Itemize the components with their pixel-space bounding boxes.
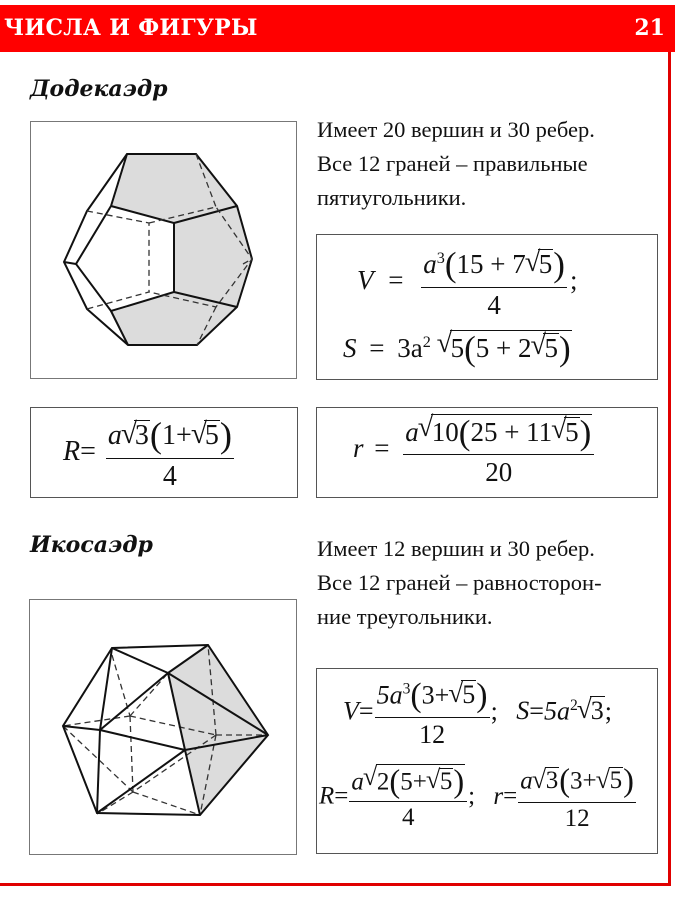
formula-punct: ;	[490, 696, 498, 726]
formula-equals: =	[374, 433, 390, 464]
formula-equals: =	[369, 333, 385, 364]
dodecahedron-surface-formula	[343, 330, 572, 368]
radicand: 5	[462, 680, 476, 710]
dodecahedron-title: Додекаэдр	[30, 76, 168, 102]
formula-term: 1+	[162, 420, 192, 452]
bottom-border-rule	[0, 883, 671, 886]
icosahedron-formulas-box	[316, 668, 658, 854]
formula-term: 3+	[570, 767, 597, 795]
description-line: ние треугольники.	[317, 604, 493, 629]
formula-term: a	[351, 768, 364, 796]
description-line: Все 12 граней – правильные	[317, 151, 588, 176]
fraction-denominator: 4	[487, 290, 501, 320]
formula-symbol: V	[357, 265, 374, 296]
formula-term: 2	[376, 768, 390, 796]
formula-symbol: V	[343, 696, 359, 726]
formula-term: a	[520, 767, 533, 795]
radicand: 5	[544, 333, 558, 364]
dodecahedron-circumradius-box	[30, 407, 298, 498]
fraction	[106, 414, 234, 493]
page-number: 21	[634, 15, 665, 41]
formula-exponent: 3	[402, 680, 411, 698]
formula-term: 5a	[376, 680, 403, 710]
icosahedron-description	[317, 532, 602, 634]
sqrt	[364, 764, 465, 799]
formula-term: 3+	[421, 680, 450, 710]
chapter-title: ЧИСЛА И ФИГУРЫ	[4, 15, 258, 41]
formula-equals: =	[80, 435, 96, 467]
sqrt	[438, 330, 572, 368]
radicand: 5(5 + 2 √ 5)	[450, 330, 572, 368]
radicand: 3	[590, 696, 604, 726]
fraction-numerator	[349, 764, 467, 802]
dodecahedron-description	[317, 113, 595, 215]
sqrt	[597, 767, 624, 795]
formula-equals: =	[503, 782, 518, 810]
formula-symbol: R	[319, 782, 335, 810]
radicand: 10(25 + 11 √ 5)	[431, 414, 593, 452]
description-line: Имеет 12 вершин и 30 ребер.	[317, 536, 595, 561]
fraction	[518, 763, 636, 833]
formula-equals: =	[529, 696, 544, 726]
dodecahedron-figure	[30, 121, 297, 379]
radicand: 5	[204, 420, 219, 452]
radicand: 5	[538, 249, 553, 280]
formula-term: 3a	[397, 333, 423, 364]
dodecahedron-volume-formula	[357, 245, 577, 321]
formula-exponent: 2	[569, 696, 578, 714]
formula-exponent: 3	[436, 249, 445, 268]
formula-equals: =	[358, 696, 374, 726]
page-header	[0, 5, 675, 52]
formula-term: 5a	[543, 696, 570, 726]
formula-symbol: r	[493, 782, 504, 810]
radicand: 5	[609, 767, 623, 795]
icosahedron-volume-surface-formula	[343, 677, 612, 750]
formula-symbol: r	[353, 433, 364, 464]
formula-term: a	[423, 249, 437, 280]
radicand: 3	[545, 767, 559, 795]
fraction	[349, 764, 467, 832]
fraction-denominator: 20	[485, 456, 513, 487]
sqrt	[427, 768, 454, 795]
icosahedron-title: Икосаэдр	[30, 532, 153, 558]
radicand: 3	[134, 420, 149, 452]
formula-term: a	[107, 420, 122, 452]
right-border-rule	[668, 52, 671, 884]
formula-term: 5 + 2	[475, 333, 532, 364]
formula-punct: ;	[468, 782, 476, 810]
fraction-numerator: a √ 3(1+ √ 5)	[106, 414, 234, 459]
formula-term: 5	[450, 333, 465, 364]
fraction-denominator: 4	[162, 461, 177, 492]
formula-term: 10	[431, 417, 459, 448]
fraction-numerator	[403, 414, 594, 455]
dodecahedron-icon	[31, 122, 298, 380]
dodecahedron-circumradius-formula	[63, 414, 237, 493]
fraction	[403, 414, 594, 488]
dodecahedron-inradius-box	[316, 407, 658, 498]
formula-equals: =	[334, 782, 349, 810]
description-line: пятиугольники.	[317, 185, 467, 210]
sqrt	[192, 420, 220, 452]
icosahedron-radii-formula	[319, 763, 637, 833]
formula-term: 25 + 11	[470, 417, 553, 448]
description-line: Имеет 20 вершин и 30 ребер.	[317, 117, 595, 142]
sqrt	[449, 680, 476, 710]
sqrt	[552, 417, 580, 446]
fraction-denominator: 4	[402, 804, 415, 832]
formula-punct: ;	[569, 265, 578, 296]
fraction-numerator: $a^3(15 + 7$ √ 5)	[421, 245, 567, 288]
fraction	[375, 677, 490, 750]
formula-term: 15 + 7	[456, 249, 526, 280]
icosahedron-figure	[29, 599, 297, 855]
formula-symbol: S	[343, 333, 357, 364]
formula-term: 5+	[400, 768, 427, 796]
radicand: 2(5+ √ 5)	[376, 764, 465, 799]
sqrt	[533, 767, 560, 795]
fraction-numerator: a √ 3(3+ √ 5)	[518, 763, 636, 803]
radicand: 5	[439, 768, 453, 796]
sqrt	[419, 414, 593, 452]
formula-symbol: S	[516, 696, 530, 726]
formula-exponent: 2	[422, 333, 431, 352]
sqrt	[578, 696, 605, 726]
sqrt	[531, 333, 559, 362]
fraction	[421, 245, 567, 321]
formula-symbol: R	[63, 435, 81, 467]
sqrt	[122, 420, 150, 452]
formula-punct: ;	[604, 696, 612, 726]
fraction-denominator: 12	[419, 720, 446, 749]
dodecahedron-inradius-formula	[353, 414, 597, 488]
icosahedron-icon	[30, 600, 298, 856]
sqrt	[526, 249, 554, 280]
description-line: Все 12 граней – равносторон-	[317, 570, 602, 595]
radicand: 5	[565, 417, 579, 448]
fraction-denominator: 12	[564, 805, 590, 832]
formula-equals: =	[388, 265, 404, 296]
fraction-numerator: $5a^3(3+$ √ 5)	[375, 677, 490, 718]
formula-term: a	[405, 417, 419, 448]
dodecahedron-volume-surface-box	[316, 234, 658, 380]
